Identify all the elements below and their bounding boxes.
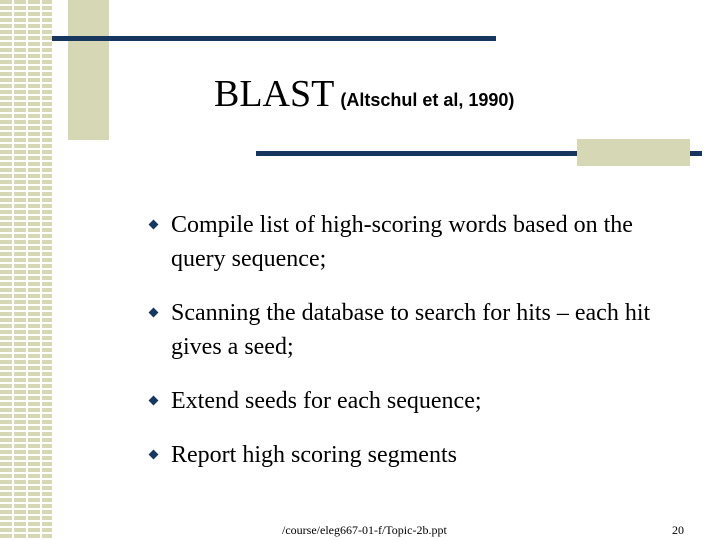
bullet-text: Compile list of high-scoring words based on the query sequence; — [171, 212, 633, 272]
bullet-item — [148, 384, 688, 418]
diamond-bullet-icon — [149, 220, 159, 230]
left-stripe-decoration — [0, 0, 52, 540]
bullet-text: Report high scoring segments — [171, 442, 457, 468]
bullet-text: Extend seeds for each sequence; — [171, 388, 482, 414]
bullet-item — [148, 208, 688, 276]
bullet-item — [148, 438, 688, 472]
tan-accent-block-right — [577, 139, 690, 166]
bullet-item — [148, 296, 688, 364]
diamond-bullet-icon — [149, 396, 159, 406]
bullet-list — [148, 208, 688, 492]
diamond-bullet-icon — [149, 308, 159, 318]
slide-title — [214, 72, 514, 116]
bullet-text: Scanning the database to search for hits – each hit gives a seed; — [171, 300, 651, 360]
footer-file-path: /course/eleg667-01-f/Topic-2b.ppt — [282, 523, 447, 537]
page-number: 20 — [672, 523, 684, 537]
diamond-bullet-icon — [149, 450, 159, 460]
tan-accent-block — [68, 0, 109, 140]
title-main-text: BLAST — [214, 73, 335, 115]
title-top-rule — [52, 36, 496, 41]
title-citation: (Altschul et al, 1990) — [340, 90, 515, 110]
